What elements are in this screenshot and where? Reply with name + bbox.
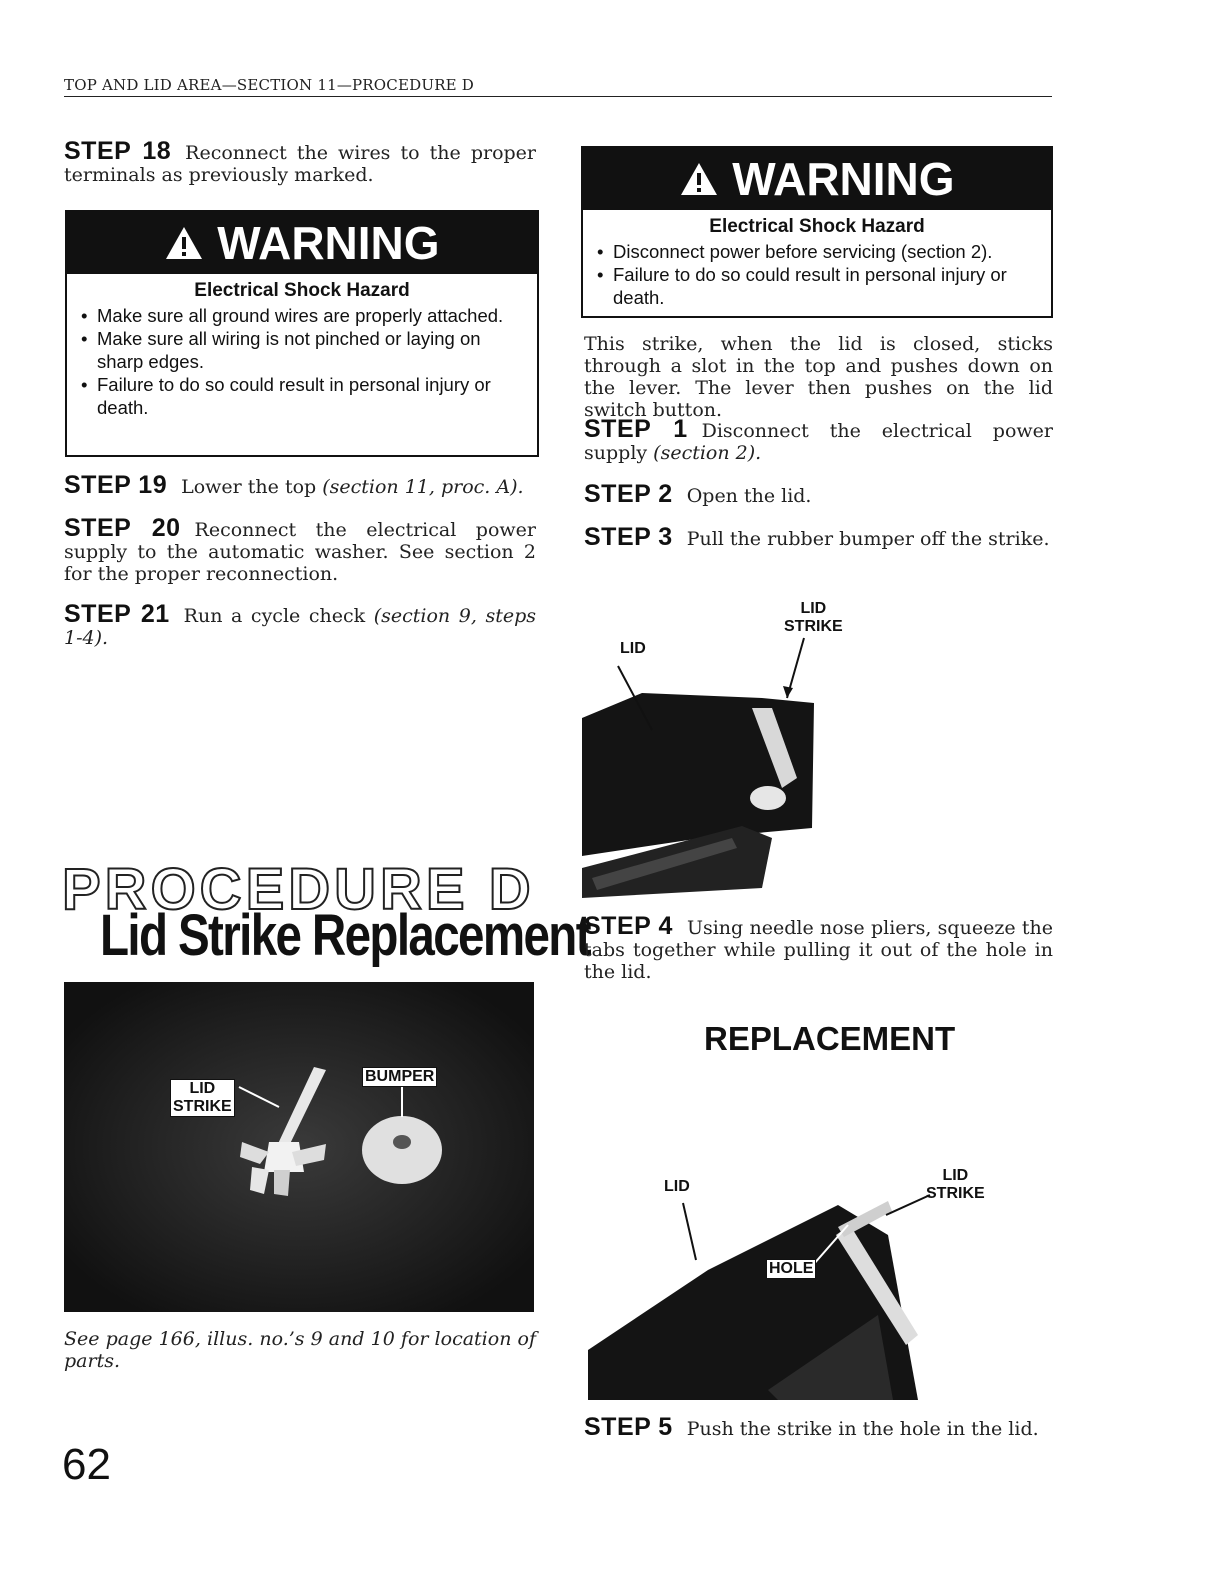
replacement-heading: REPLACEMENT xyxy=(704,1020,956,1057)
step-4-text: Using needle nose pliers, squeeze the tabs together while pulling it out of the hole in the lid. xyxy=(584,917,1053,983)
warning-item: • Failure to do so could result in personal injury or death. xyxy=(81,373,527,419)
step-19 xyxy=(64,471,536,499)
label-lid-strike xyxy=(926,1167,985,1203)
photo-label-strike: STRIKE xyxy=(173,1098,232,1115)
step-3-number: STEP 3 xyxy=(584,523,673,551)
step-1-ref: (section 2). xyxy=(653,442,762,464)
step-2-text: Open the lid. xyxy=(686,485,812,507)
step-1-number: STEP 1 xyxy=(584,415,688,443)
step-18 xyxy=(64,137,537,186)
step-19-ref: (section 11, proc. A). xyxy=(322,476,524,498)
step-18-number: STEP 18 xyxy=(64,137,172,165)
procedure-title: Lid Strike Replacement xyxy=(100,903,590,968)
step-21 xyxy=(64,600,537,649)
label-lid-strike-line2: STRIKE xyxy=(926,1185,985,1202)
photo-label-bumper: BUMPER xyxy=(362,1067,437,1087)
step-3 xyxy=(584,523,1053,551)
label-lid: LID xyxy=(620,640,646,657)
label-lid-strike-line1: LID xyxy=(942,1167,969,1184)
warning-item: • Failure to do so could result in personal injury or death. xyxy=(597,263,1041,309)
warning-item: • Disconnect power before servicing (section 2). xyxy=(597,240,1041,263)
page-number: 62 xyxy=(62,1440,111,1489)
photo-parts xyxy=(64,982,534,1312)
photo-replacement xyxy=(588,1165,1052,1400)
step-21-text: Run a cycle check xyxy=(183,605,366,627)
step-21-number: STEP 21 xyxy=(64,600,170,628)
photo-removal-illustration xyxy=(582,598,1022,903)
step-4 xyxy=(584,912,1053,983)
warning-banner xyxy=(583,148,1051,210)
step-20 xyxy=(64,514,536,585)
photo-label-lid-strike xyxy=(170,1079,235,1117)
photo-label-lid: LID xyxy=(189,1080,216,1097)
warning-list xyxy=(583,240,1051,309)
step-1 xyxy=(584,415,1053,464)
header-text: TOP AND LID AREA—SECTION 11—PROCEDURE D xyxy=(64,76,475,94)
intro-paragraph: This strike, when the lid is closed, sticks through a slot in the top and pushes down on the lever. The lever then pushes on the lid switch button. xyxy=(584,333,1053,421)
photo-parts-illustration xyxy=(64,982,534,1312)
step-5-number: STEP 5 xyxy=(584,1413,673,1441)
label-lid-strike xyxy=(784,600,843,636)
step-19-text: Lower the top xyxy=(181,476,317,498)
warning-box-left xyxy=(65,210,539,457)
warning-subtitle: Electrical Shock Hazard xyxy=(194,280,410,301)
step-3-text: Pull the rubber bumper off the strike. xyxy=(686,528,1050,550)
step-18-text: Reconnect the wires to the proper terminals as previously marked. xyxy=(64,142,537,186)
step-5 xyxy=(584,1413,1053,1441)
procedure-label: PROCEDURE D xyxy=(62,857,535,922)
warning-item: • Make sure all ground wires are properly attached. xyxy=(81,304,527,327)
label-lid: LID xyxy=(664,1178,690,1195)
page-header xyxy=(64,76,1052,97)
step-19-number: STEP 19 xyxy=(64,471,168,499)
label-lid-strike-line2: STRIKE xyxy=(784,618,843,635)
warning-title: WARNING xyxy=(732,153,955,205)
warning-list xyxy=(67,304,537,419)
step-1-text: Disconnect the electrical power supply xyxy=(584,420,1053,464)
label-hole: HOLE xyxy=(766,1259,816,1279)
warning-title: WARNING xyxy=(217,217,440,269)
warning-triangle-icon xyxy=(164,217,217,269)
warning-triangle-icon xyxy=(679,153,732,205)
step-21-ref: (section 9, steps 1-4). xyxy=(64,605,537,649)
step-4-number: STEP 4 xyxy=(584,912,673,940)
step-20-text: Reconnect the electrical power supply to the automatic washer. See section 2 for the proper reconnection. xyxy=(64,519,536,585)
label-lid-strike-line1: LID xyxy=(800,600,827,617)
step-2-number: STEP 2 xyxy=(584,480,673,508)
step-5-text: Push the strike in the hole in the lid. xyxy=(686,1418,1039,1440)
warning-subtitle: Electrical Shock Hazard xyxy=(709,216,925,237)
parts-caption: See page 166, illus. no.’s 9 and 10 for location of parts. xyxy=(64,1328,536,1372)
photo-removal xyxy=(582,598,1022,903)
warning-box-right xyxy=(581,146,1053,318)
step-20-number: STEP 20 xyxy=(64,514,181,542)
warning-item: • Make sure all wiring is not pinched or laying on sharp edges. xyxy=(81,327,527,373)
warning-banner xyxy=(67,212,537,274)
step-2 xyxy=(584,480,1053,508)
